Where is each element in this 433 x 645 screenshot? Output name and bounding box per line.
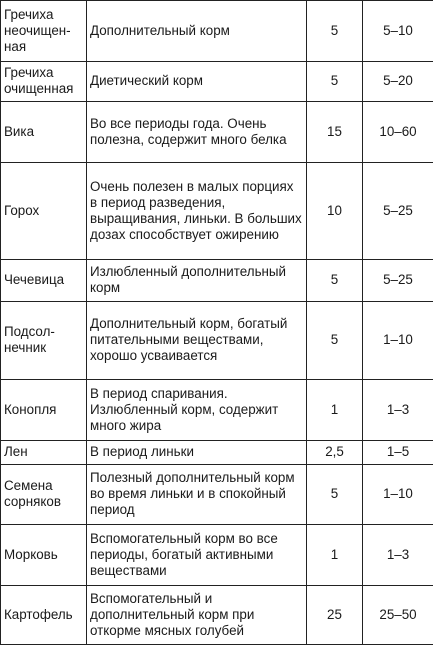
feed-description-cell: В период спаривания. Излюбленный корм, содержит много жира [87,380,307,441]
feed-amount-cell: 5 [307,302,363,380]
feed-amount-cell: 5 [307,465,363,525]
feed-range-cell: 1–3 [363,525,433,586]
feed-description-cell: Излюбленный дополнительный корм [87,260,307,302]
table-row [1,163,433,260]
table-row [1,102,433,163]
feed-description-cell: Во все периоды года. Очень полезна, содержит много белка [87,102,307,163]
feed-range-cell: 1–10 [363,465,433,525]
feed-name-cell: Подсолнечник [1,302,87,380]
feed-range-cell: 5–10 [363,1,433,62]
feed-amount-cell: 5 [307,1,363,62]
feed-description-cell: В период линьки [87,441,307,465]
feed-name-cell: Семена сорняков [1,465,87,525]
feed-name-cell: Конопля [1,380,87,441]
table-row [1,1,433,62]
feed-range-cell: 1–3 [363,380,433,441]
table-row [1,260,433,302]
feed-name-cell: Вика [1,102,87,163]
feed-amount-cell: 25 [307,586,363,645]
feed-name-cell: Гречиха неочищенная [1,1,87,62]
feed-name-cell: Гречиха очищенная [1,62,87,102]
table-row [1,441,433,465]
feed-description-cell: Полезный дополнительный корм во время линьки и в спокойный период [87,465,307,525]
table-row [1,302,433,380]
feed-name-cell: Картофель [1,586,87,645]
feed-amount-cell: 15 [307,102,363,163]
feed-amount-cell: 10 [307,163,363,260]
feed-description-cell: Вспомогательный корм во все периоды, богатый активными веществами [87,525,307,586]
feed-amount-cell: 2,5 [307,441,363,465]
feed-amount-cell: 5 [307,260,363,302]
feed-name-cell: Лен [1,441,87,465]
feed-range-cell: 10–60 [363,102,433,163]
feed-range-cell: 5–25 [363,260,433,302]
table-row [1,380,433,441]
feed-range-cell: 25–50 [363,586,433,645]
table-row [1,525,433,586]
feed-name-cell: Чечевица [1,260,87,302]
feed-description-cell: Очень полезен в малых порциях в период разведения, выращивания, линьки. В больших дозах способствует ожирению [87,163,307,260]
feed-description-cell: Дополнительный корм [87,1,307,62]
table-row [1,62,433,102]
feed-range-cell: 5–20 [363,62,433,102]
feed-amount-cell: 5 [307,62,363,102]
feed-description-cell: Диетический корм [87,62,307,102]
feed-description-cell: Дополнительный корм, богатый питательными веществами, хорошо усваивается [87,302,307,380]
table-row [1,465,433,525]
feed-name-cell: Горох [1,163,87,260]
feed-description-cell: Вспомогательный и дополнительный корм при откорме мясных голубей [87,586,307,645]
feed-range-cell: 5–25 [363,163,433,260]
feed-amount-cell: 1 [307,380,363,441]
feed-amount-cell: 1 [307,525,363,586]
feed-name-cell: Морковь [1,525,87,586]
table-row [1,586,433,645]
feed-range-cell: 1–10 [363,302,433,380]
feed-range-cell: 1–5 [363,441,433,465]
